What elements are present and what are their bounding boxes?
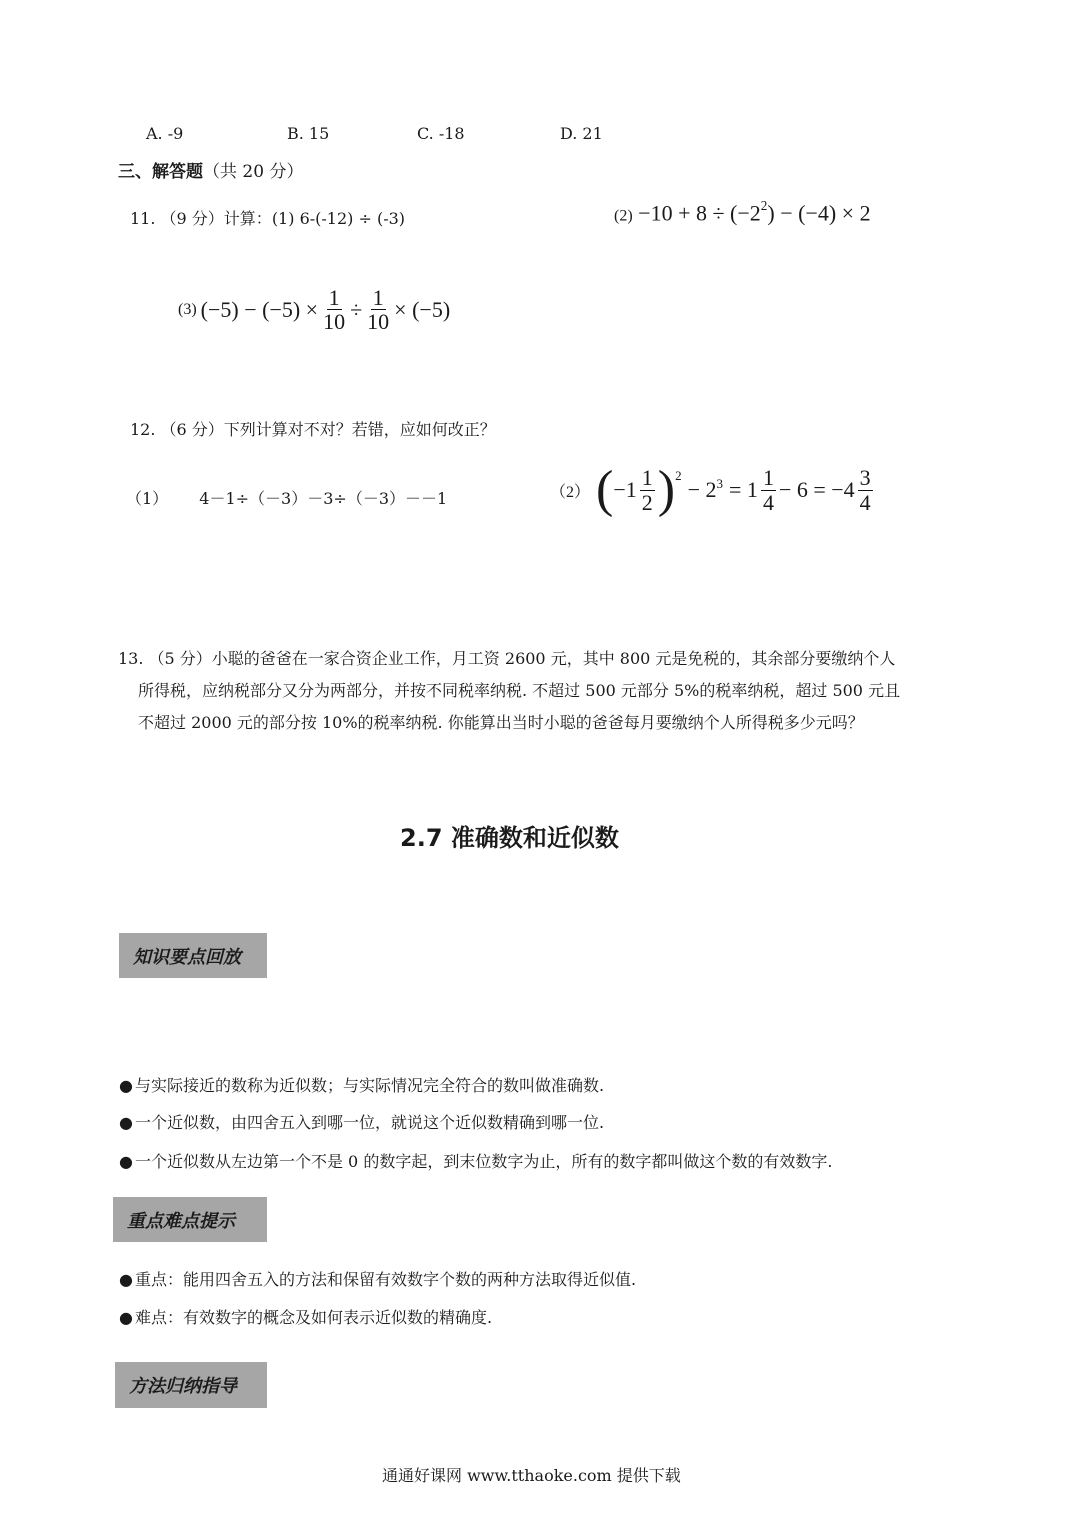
- q12-outer-exponent: 2: [675, 468, 682, 483]
- q12-part1-expr: 4－1÷（－3）－3÷（－3）－－1: [199, 489, 448, 508]
- knowledge-item-text: 一个近似数从左边第一个不是 0 的数字起，到末位数字为止，所有的数字都叫做这个数的有效数字.: [134, 1152, 833, 1171]
- bullet-icon: ●: [119, 1076, 133, 1095]
- key-point-item: [119, 1305, 492, 1328]
- option-b: B. 15: [287, 124, 330, 143]
- q11-line1: [130, 206, 405, 229]
- q12-tail: − 6 = −4: [778, 477, 855, 502]
- section3-points: （共 20 分）: [203, 162, 304, 182]
- q12-part2-lead: −1: [613, 477, 637, 502]
- section-box-method: 方法归纳指导: [115, 1362, 267, 1408]
- bullet-icon: ●: [119, 1113, 133, 1132]
- footer-text: 通通好课网 www.tthaoke.com 提供下载: [382, 1466, 681, 1485]
- left-paren-symbol: (: [596, 461, 614, 518]
- q13-line2: 所得税，应纳税部分又分为两部分，并按不同税率纳税. 不超过 500 元部分 5%的税率纳税，超过 500 元且: [138, 681, 901, 700]
- knowledge-item: [119, 1110, 604, 1133]
- q12-part1: [126, 486, 447, 509]
- q11-part3-divide: ÷: [350, 296, 363, 322]
- key-point-text: 难点：有效数字的概念及如何表示近似数的精确度.: [134, 1308, 493, 1327]
- q12-quarter-numerator: 1: [762, 465, 774, 491]
- q11-fraction-2-denominator: 10: [367, 309, 390, 335]
- q12-three-quarters-numerator: 3: [859, 465, 871, 491]
- q12-part2-label: （2）: [550, 483, 591, 501]
- knowledge-item: [119, 1149, 832, 1172]
- q12-mid: − 2: [687, 477, 717, 502]
- q12-fraction-half: [640, 466, 655, 513]
- option-a: A. -9: [146, 124, 184, 143]
- key-point-item: [119, 1267, 636, 1290]
- q11-part3-pre: (−5) − (−5) ×: [200, 296, 319, 322]
- q11-part2-expr-b: ) − (−4) × 2: [767, 200, 871, 226]
- knowledge-item: [119, 1073, 604, 1096]
- chapter-title: 2.7 准确数和近似数: [400, 824, 619, 852]
- q11-part3: [178, 286, 450, 333]
- q12-part1-label: （1）: [126, 489, 169, 508]
- q13-line1: 13. （5 分）小聪的爸爸在一家合资企业工作，月工资 2600 元，其中 800 元是免税的，其余部分要缴纳个人: [118, 649, 896, 668]
- q13-line3: 不超过 2000 元的部分按 10%的税率纳税. 你能算出当时小聪的爸爸每月要缴纳个人所得税多少元吗？: [138, 713, 864, 732]
- q11-part2-label: (2): [614, 207, 633, 225]
- right-paren-symbol: ): [657, 461, 676, 518]
- q11-part3-post: × (−5): [394, 296, 451, 322]
- q11-part2: [614, 198, 871, 227]
- q11-label: 11. （9 分）计算：: [130, 209, 272, 228]
- q12-fraction-quarter: [761, 466, 776, 513]
- q11-fraction-1-numerator: 1: [328, 285, 340, 310]
- q11-part1: (1) 6-(-12) ÷ (-3): [271, 209, 406, 228]
- knowledge-item-text: 与实际接近的数称为近似数；与实际情况完全符合的数叫做准确数.: [134, 1076, 605, 1095]
- section3-heading: [118, 157, 303, 182]
- q11-part3-fraction-1: [321, 286, 347, 333]
- q11-part2-exponent: 2: [760, 198, 768, 213]
- q12-three-quarters-denominator: 4: [859, 489, 871, 515]
- bullet-icon: ●: [119, 1308, 133, 1327]
- option-c: C. -18: [417, 124, 465, 143]
- q11-part3-fraction-2: [365, 286, 391, 333]
- section3-title: 三、解答题: [118, 162, 203, 182]
- section-box-key-points: 重点难点提示: [113, 1197, 267, 1242]
- q12-part2: [550, 461, 876, 518]
- q11-part2-expr-a: −10 + 8 ÷ (−2: [638, 200, 761, 226]
- q11-fraction-1-denominator: 10: [323, 309, 346, 335]
- q12-question: 12. （6 分）下列计算对不对？若错，应如何改正？: [130, 420, 496, 439]
- q12-quarter-denominator: 4: [762, 489, 774, 515]
- q12-eq1: = 1: [729, 477, 758, 502]
- q12-mid-exponent: 3: [716, 476, 724, 491]
- q11-fraction-2-numerator: 1: [372, 285, 384, 310]
- bullet-icon: ●: [119, 1152, 133, 1171]
- section-box-knowledge: 知识要点回放: [119, 933, 267, 978]
- option-d: D. 21: [560, 124, 603, 143]
- q12-half-denominator: 2: [641, 489, 653, 515]
- key-point-text: 重点：能用四舍五入的方法和保留有效数字个数的两种方法取得近似值.: [134, 1270, 637, 1289]
- q12-half-numerator: 1: [641, 465, 653, 491]
- q11-part3-label: (3): [178, 300, 197, 318]
- knowledge-item-text: 一个近似数，由四舍五入到哪一位，就说这个近似数精确到哪一位.: [134, 1113, 605, 1132]
- q12-fraction-three-quarters: [858, 466, 873, 513]
- bullet-icon: ●: [119, 1270, 133, 1289]
